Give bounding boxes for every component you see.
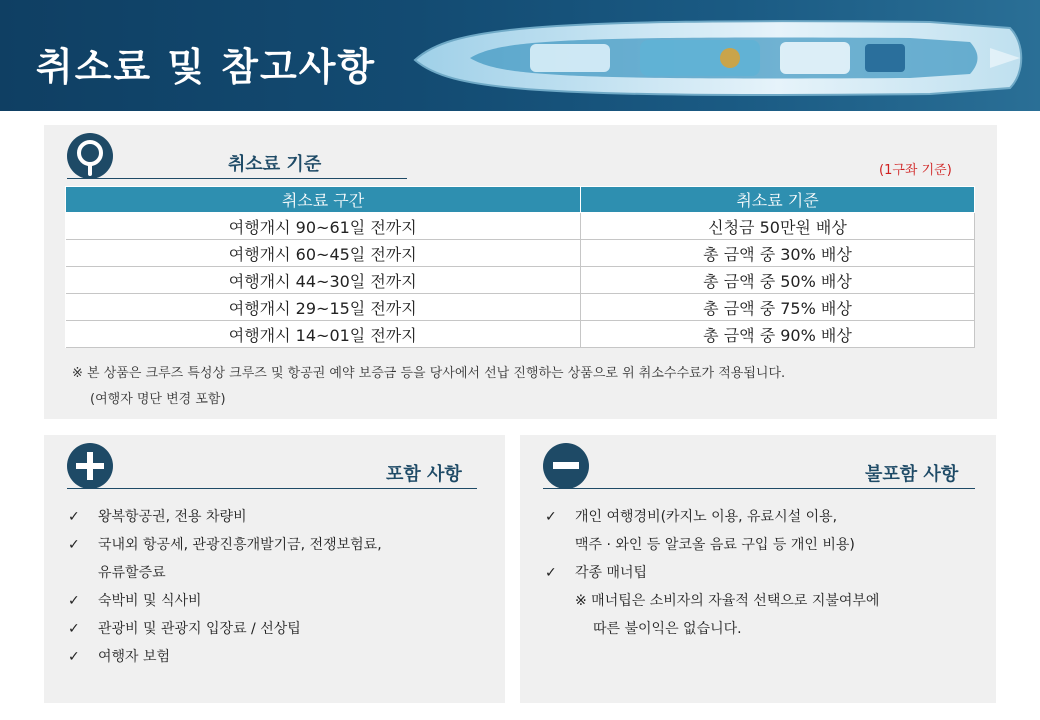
search-icon <box>67 133 113 179</box>
fee-cell: 총 금액 중 75% 배상 <box>581 294 975 321</box>
check-icon: ✓ <box>68 621 80 637</box>
excluded-heading: 불포함 사항 <box>865 464 959 485</box>
cruise-ship-image <box>410 8 1040 108</box>
list-item: ✓ 숙박비 및 식사비 <box>68 587 488 615</box>
check-icon: ✓ <box>68 593 80 609</box>
check-icon: ✓ <box>545 509 557 525</box>
excluded-list <box>545 503 985 643</box>
minus-icon <box>543 443 589 489</box>
list-item: ✓ 관광비 및 관광지 입장료 / 선상팁 <box>68 615 488 643</box>
column-header-fee: 취소료 기준 <box>581 187 975 213</box>
fee-cell: 총 금액 중 90% 배상 <box>581 321 975 348</box>
check-icon: ✓ <box>68 509 80 525</box>
list-item: ✓ 국내외 항공세, 관광진흥개발기금, 전쟁보험료, 유류할증료 <box>68 531 488 587</box>
plus-icon <box>67 443 113 489</box>
cancellation-fee-table <box>65 186 975 348</box>
list-item: ✓ 개인 여행경비(카지노 이용, 유료시설 이용, 맥주 · 와인 등 알코올 음료 구입 등 개인 비용) <box>545 503 985 559</box>
fee-cell: 총 금액 중 50% 배상 <box>581 267 975 294</box>
table-row <box>66 240 975 267</box>
manner-tip-note-cont: 따른 불이익은 없습니다. <box>593 621 742 637</box>
column-header-period: 취소료 구간 <box>66 187 581 213</box>
heading-underline <box>67 178 407 179</box>
header-banner <box>0 0 1040 111</box>
fee-cell: 총 금액 중 30% 배상 <box>581 240 975 267</box>
check-icon: ✓ <box>545 565 557 581</box>
period-cell: 여행개시 90~61일 전까지 <box>66 213 581 240</box>
cancellation-footnote: ※ 본 상품은 크루즈 특성상 크루즈 및 항공권 예약 보증금 등을 당사에서 선납 진행하는 상품으로 위 취소수수료가 적용됩니다. <box>72 366 786 381</box>
table-row <box>66 294 975 321</box>
included-list <box>68 503 488 671</box>
list-item: ✓ 왕복항공권, 전용 차량비 <box>68 503 488 531</box>
fee-cell: 신청금 50만원 배상 <box>581 213 975 240</box>
list-item: ✓ 각종 매너팁 ※ 매너팁은 소비자의 자율적 선택으로 지불여부에 따른 불이익은 없습니다. <box>545 559 985 643</box>
check-icon: ✓ <box>68 537 80 553</box>
included-heading: 포함 사항 <box>386 464 462 485</box>
check-icon: ✓ <box>68 649 80 665</box>
period-cell: 여행개시 29~15일 전까지 <box>66 294 581 321</box>
heading-underline <box>67 488 477 489</box>
list-item: ✓ 여행자 보험 <box>68 643 488 671</box>
table-row <box>66 321 975 348</box>
heading-underline <box>543 488 975 489</box>
page-title: 취소료 및 참고사항 <box>36 45 377 89</box>
table-row <box>66 213 975 240</box>
period-cell: 여행개시 14~01일 전까지 <box>66 321 581 348</box>
period-cell: 여행개시 44~30일 전까지 <box>66 267 581 294</box>
period-cell: 여행개시 60~45일 전까지 <box>66 240 581 267</box>
table-row <box>66 267 975 294</box>
cancellation-heading: 취소료 기준 <box>228 154 322 175</box>
manner-tip-note: ※ 매너팁은 소비자의 자율적 선택으로 지불여부에 <box>575 593 880 609</box>
unit-note: (1구좌 기준) <box>879 163 952 178</box>
cancellation-footnote-sub: (여행자 명단 변경 포함) <box>90 392 226 407</box>
